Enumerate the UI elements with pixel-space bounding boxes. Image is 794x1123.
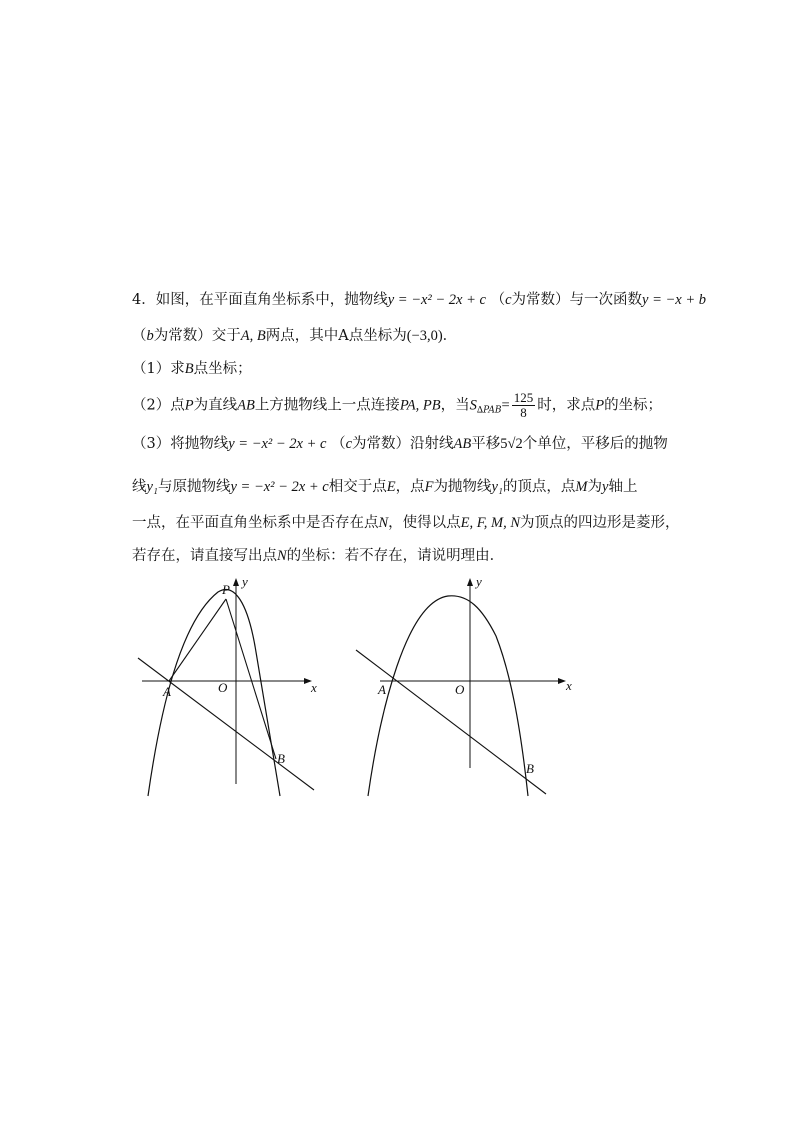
- text: 与原抛物线: [157, 479, 231, 495]
- text: 个单位，平移后的抛物: [522, 436, 668, 452]
- problem-line-2: [132, 326, 692, 346]
- point-n: N: [378, 515, 389, 531]
- parabola: [368, 596, 528, 796]
- point-f: F: [424, 479, 434, 495]
- y-axis-arrow: [467, 578, 473, 586]
- text: 时，求点: [537, 397, 596, 414]
- text: 为常数）沿射线: [352, 436, 454, 452]
- text: ．: [442, 328, 458, 344]
- text: ，使得以点: [388, 515, 461, 531]
- question-3-line-1: [132, 434, 692, 454]
- question-1: [132, 359, 692, 379]
- var-c: c: [505, 292, 512, 308]
- y-axis-symbol: y: [602, 479, 609, 495]
- shift-amount: 5√2: [500, 436, 523, 452]
- question-2: [132, 391, 692, 421]
- linear-equation: y = −x + b: [642, 292, 706, 308]
- fraction-125-8: [512, 391, 536, 420]
- text: 为顶点的四边形是菱形，: [520, 515, 680, 531]
- segments-pa-pb: PA, PB: [399, 397, 441, 414]
- text: 线: [132, 479, 147, 495]
- text: 平移: [471, 436, 501, 452]
- text: 相交于点: [328, 479, 387, 495]
- segment-pa: [169, 599, 226, 681]
- parabola-y1: y₁: [491, 479, 503, 495]
- text: 4．如图，在平面直角坐标系中，抛物线: [132, 292, 388, 308]
- numerator: 125: [513, 390, 534, 405]
- figure-1: [130, 572, 330, 802]
- text: （: [331, 436, 346, 452]
- question-3-line-3: [132, 513, 692, 533]
- text: 为抛物线: [433, 479, 492, 495]
- point-m: M: [575, 479, 588, 495]
- segment-pb: [226, 599, 276, 759]
- parabola-y1: y₁: [146, 479, 158, 495]
- line-ab: AB: [237, 397, 255, 414]
- text: 为: [587, 479, 603, 495]
- label-y: y: [242, 574, 248, 589]
- label-a: A: [163, 684, 171, 699]
- point-p: P: [595, 397, 605, 414]
- area-subscript: ∆PAB: [476, 405, 502, 416]
- line-ab: [138, 658, 314, 790]
- points-ab: A, B: [240, 328, 266, 344]
- question-3-line-2: [132, 477, 692, 497]
- text: 若存在，请直接写出点: [132, 548, 277, 564]
- text: 为直线: [193, 397, 238, 414]
- text: 上方抛物线上一点连接: [254, 397, 400, 414]
- text: 的顶点，点: [502, 479, 576, 495]
- text: ，点: [395, 479, 425, 495]
- label-y: y: [476, 574, 482, 589]
- parabola-equation: y = −x² − 2x + c: [387, 292, 486, 308]
- label-x: x: [311, 680, 317, 695]
- point-p: P: [184, 397, 194, 414]
- problem-line-1: [132, 290, 706, 310]
- x-axis-arrow: [558, 678, 566, 684]
- label-b: B: [277, 751, 285, 766]
- equals: =: [501, 397, 510, 414]
- text: 的坐标：若不存在，请说明理由．: [286, 548, 505, 564]
- point-b: B: [184, 361, 194, 377]
- points-efmn: E, F, M, N: [460, 515, 521, 531]
- text: （: [490, 292, 506, 308]
- text: 两点，其中A点坐标为: [265, 328, 407, 344]
- text: 一点，在平面直角坐标系中是否存在点: [132, 515, 379, 531]
- text: 的坐标；: [604, 397, 663, 414]
- text: （1）求: [132, 361, 185, 377]
- question-3-line-4: [132, 546, 692, 566]
- ray-ab: AB: [453, 436, 472, 452]
- var-c: c: [345, 436, 353, 452]
- coord-a: (−3,0): [406, 328, 443, 344]
- label-o: O: [455, 682, 465, 697]
- label-a: A: [378, 682, 386, 697]
- label-o: O: [218, 680, 228, 695]
- text: 点坐标；: [193, 361, 252, 377]
- text: 轴上: [608, 479, 638, 495]
- text: 为常数）与一次函数: [511, 292, 643, 308]
- parabola-equation: y = −x² − 2x + c: [228, 436, 327, 452]
- text: （3）将抛物线: [132, 436, 229, 452]
- text: （2）点: [132, 397, 185, 414]
- y-axis-arrow: [233, 578, 239, 586]
- label-x: x: [566, 678, 572, 693]
- figure-2: [350, 572, 580, 802]
- denominator: 8: [520, 405, 527, 420]
- text: 为常数）交于: [153, 328, 241, 344]
- point-n: N: [277, 548, 287, 564]
- point-e: E: [386, 479, 396, 495]
- parabola-equation: y = −x² − 2x + c: [230, 479, 329, 495]
- text: ，当: [440, 397, 470, 414]
- label-b: B: [526, 761, 534, 776]
- var-b: b: [146, 328, 154, 344]
- area-symbol: S: [469, 397, 477, 414]
- text: （: [132, 328, 147, 344]
- label-p: P: [222, 582, 230, 597]
